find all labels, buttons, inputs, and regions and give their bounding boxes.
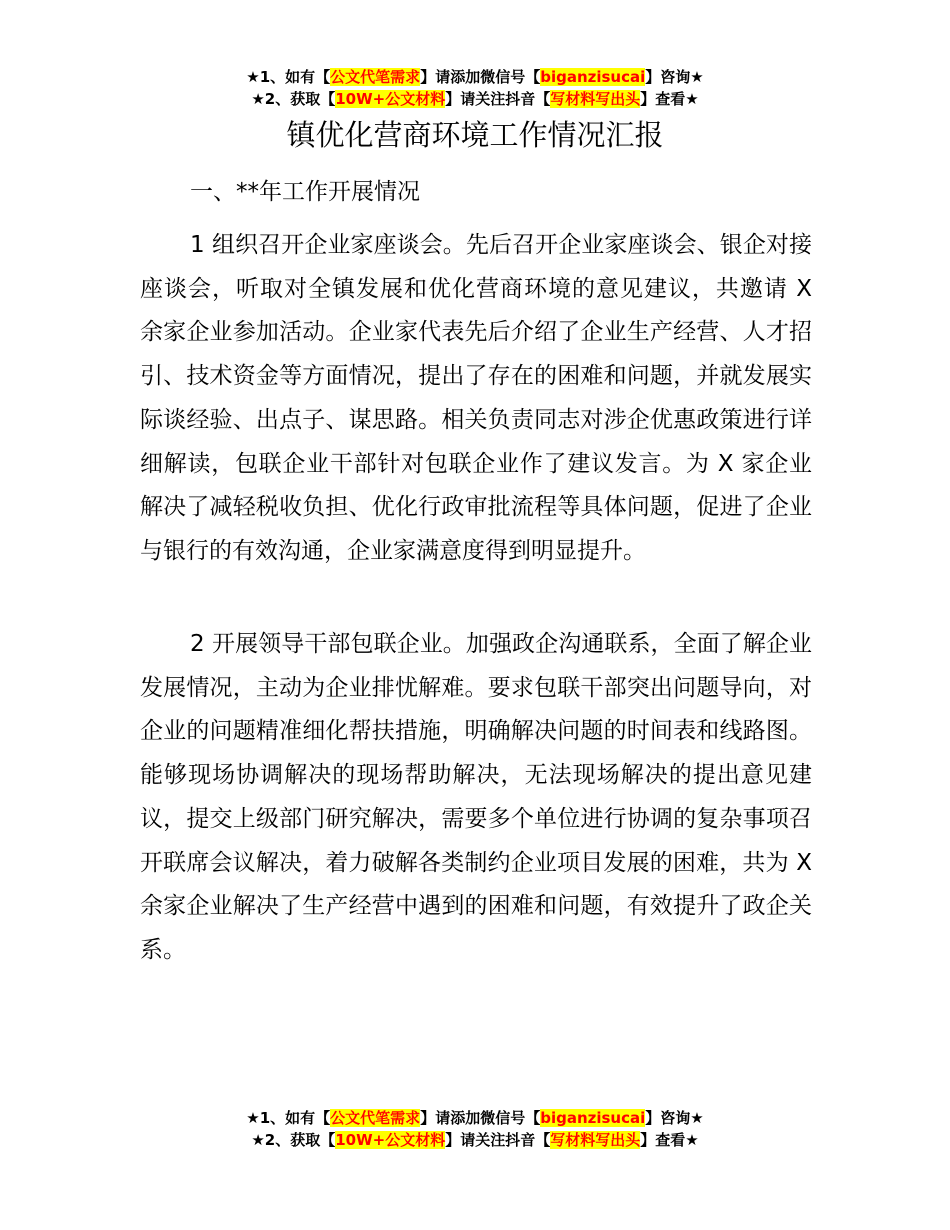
promo-text: 】咨询★ bbox=[645, 68, 704, 86]
document-title: 镇优化营商环境工作情况汇报 bbox=[286, 118, 664, 152]
promo-highlight: 写材料写出头 bbox=[550, 1131, 641, 1149]
promo-line-2 bbox=[0, 88, 950, 110]
promo-text: 】咨询★ bbox=[645, 1109, 704, 1127]
promo-highlight: biganzisucai bbox=[540, 1109, 646, 1127]
promo-text: ★1、如有【 bbox=[246, 68, 331, 86]
promo-line-1 bbox=[0, 66, 950, 88]
promo-highlight: 10W+公文材料 bbox=[335, 1131, 446, 1149]
header-promo-banner bbox=[0, 66, 950, 110]
promo-text: 】请添加微信号【 bbox=[420, 1109, 541, 1127]
promo-text: 】查看★ bbox=[640, 1131, 699, 1149]
promo-highlight: 公文代笔需求 bbox=[330, 1109, 421, 1127]
promo-highlight: 写材料写出头 bbox=[550, 90, 641, 108]
promo-line-2 bbox=[0, 1129, 950, 1151]
promo-text: ★2、获取【 bbox=[251, 1131, 336, 1149]
promo-text: 】请关注抖音【 bbox=[445, 1131, 551, 1149]
promo-text: 】请添加微信号【 bbox=[420, 68, 541, 86]
promo-text: 】请关注抖音【 bbox=[445, 90, 551, 108]
footer-promo-banner bbox=[0, 1107, 950, 1151]
promo-line-1 bbox=[0, 1107, 950, 1129]
promo-highlight: 公文代笔需求 bbox=[330, 68, 421, 86]
body-paragraph: 1 组织召开企业家座谈会。先后召开企业家座谈会、银企对接座谈会，听取对全镇发展和优化营商环境的意见建议，共邀请 X 余家企业参加活动。企业家代表先后介绍了企业生产经营、人才招引、技术资金等方面情况，提出了存在的困难和问题，并就发展实际谈经验、出点子、谋思路。相关负责同志对涉企优惠政策进行详细解读，包联企业干部针对包联企业作了建议发言。为 X 家企业解决了减轻税收负担、优化行政审批流程等具体问题，促进了企业与银行的有效沟通，企业家满意度得到明显提升。 bbox=[140, 232, 812, 564]
promo-highlight: biganzisucai bbox=[540, 68, 646, 86]
promo-text: 】查看★ bbox=[640, 90, 699, 108]
promo-text: ★2、获取【 bbox=[251, 90, 336, 108]
body-paragraph: 2 开展领导干部包联企业。加强政企沟通联系，全面了解企业发展情况，主动为企业排忧解难。要求包联干部突出问题导向，对企业的问题精准细化帮扶措施，明确解决问题的时间表和线路图。能够现场协调解决的现场帮助解决，无法现场解决的提出意见建议，提交上级部门研究解决，需要多个单位进行协调的复杂事项召开联席会议解决，着力破解各类制约企业项目发展的困难，共为 X 余家企业解决了生产经营中遇到的困难和问题，有效提升了政企关系。 bbox=[140, 631, 812, 963]
section-heading: 一、**年工作开展情况 bbox=[190, 179, 420, 205]
promo-text: ★1、如有【 bbox=[246, 1109, 331, 1127]
promo-highlight: 10W+公文材料 bbox=[335, 90, 446, 108]
